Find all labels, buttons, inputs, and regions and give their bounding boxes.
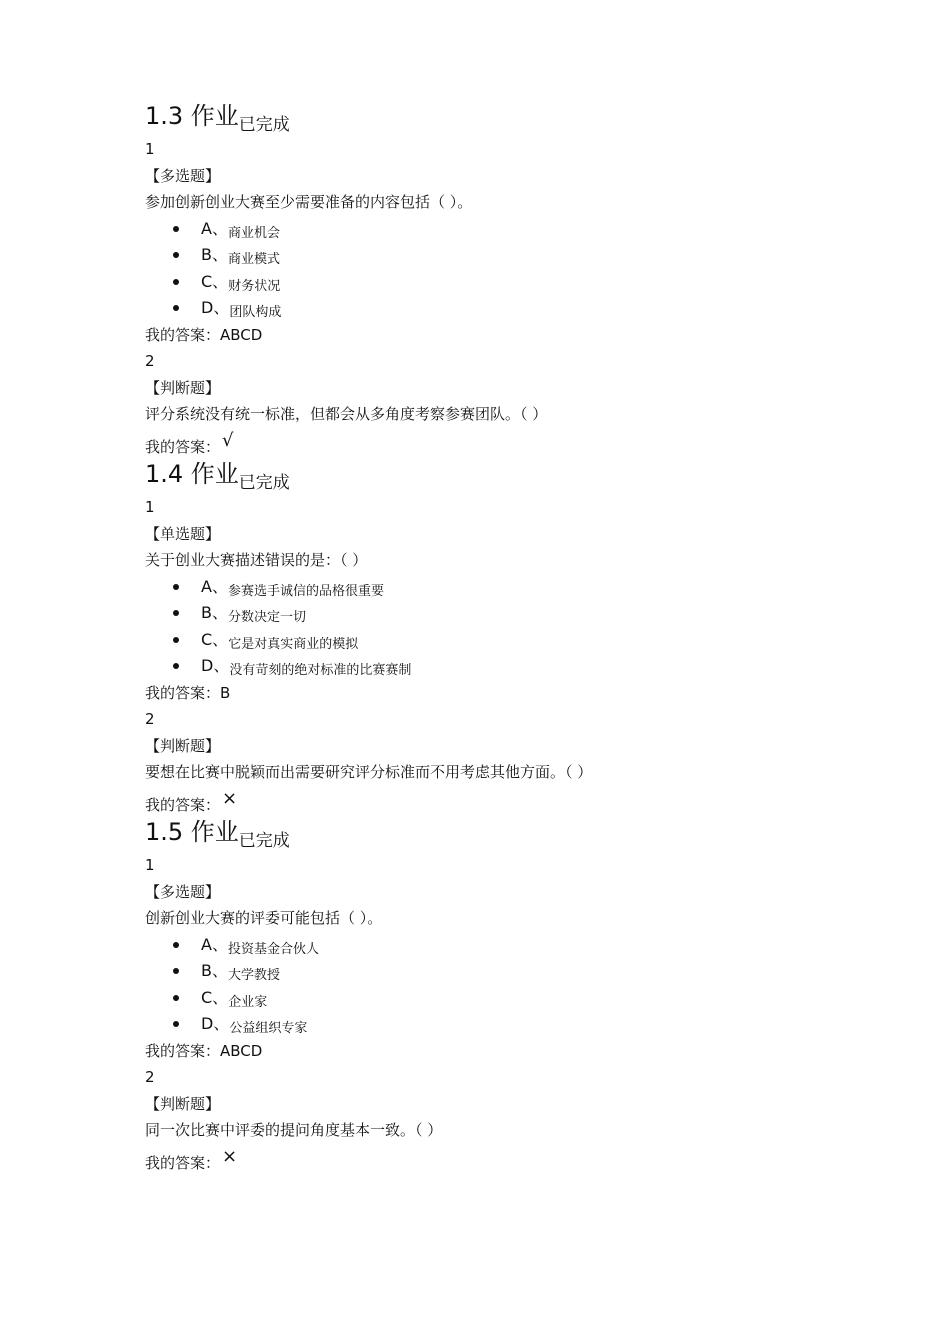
question-number: 2: [145, 710, 155, 728]
question-number: 2: [145, 1068, 155, 1086]
option-b: B、分数决定一切: [145, 600, 865, 627]
bullet-icon: [173, 663, 179, 669]
section-1-4: [145, 454, 865, 812]
question-1: [145, 494, 865, 706]
status-badge: 已完成: [238, 115, 290, 135]
bullet-icon: [173, 584, 179, 590]
question-stem: 创新创业大赛的评委可能包括（ ）。: [145, 909, 383, 927]
answer-value: ABCD: [220, 325, 263, 344]
option-a: A、商业机会: [145, 216, 865, 243]
question-type: 【多选题】: [145, 882, 221, 901]
my-answer: 我的答案：ABCD: [145, 1041, 263, 1060]
question-number: 2: [145, 352, 155, 370]
status-badge: 已完成: [238, 831, 290, 851]
my-answer: 我的答案： ×: [145, 1145, 238, 1172]
bullet-icon: [173, 252, 179, 258]
question-type: 【判断题】: [145, 378, 221, 397]
bullet-icon: [173, 968, 179, 974]
answer-value: ABCD: [220, 1041, 263, 1060]
option-c: C、财务状况: [145, 269, 865, 296]
bullet-icon: [173, 942, 179, 948]
section-title: 1.3 作业$_{已完成}$: [145, 102, 290, 135]
question-type: 【判断题】: [145, 736, 221, 755]
question-2: [145, 706, 865, 812]
option-a: A、投资基金合伙人: [145, 932, 865, 959]
option-list: [145, 932, 865, 1038]
section-title: 1.5 作业$_{已完成}$: [145, 818, 290, 851]
question-number: 1: [145, 140, 155, 158]
question-stem: 要想在比赛中脱颖而出需要研究评分标准而不用考虑其他方面。（ ）: [145, 763, 593, 781]
question-stem: 同一次比赛中评委的提问角度基本一致。（ ）: [145, 1121, 443, 1139]
bullet-icon: [173, 226, 179, 232]
bullet-icon: [173, 279, 179, 285]
status-badge: 已完成: [238, 473, 290, 493]
my-answer: 我的答案： ×: [145, 787, 238, 814]
question-2: [145, 1064, 865, 1170]
homework-page: [145, 96, 865, 1170]
option-list: [145, 216, 865, 322]
option-c: C、它是对真实商业的模拟: [145, 627, 865, 654]
my-answer: 我的答案：B: [145, 683, 231, 702]
option-d: D、公益组织专家: [145, 1011, 865, 1038]
bullet-icon: [173, 610, 179, 616]
question-1: [145, 136, 865, 348]
section-1-5: [145, 812, 865, 1170]
cross-mark-icon: ×: [222, 787, 238, 809]
option-b: B、大学教授: [145, 958, 865, 985]
bullet-icon: [173, 1021, 179, 1027]
my-answer: 我的答案：ABCD: [145, 325, 263, 344]
answer-value: B: [220, 683, 231, 702]
section-1-3: [145, 96, 865, 454]
option-d: D、没有苛刻的绝对标准的比赛赛制: [145, 653, 865, 680]
section-title: 1.4 作业$_{已完成}$: [145, 460, 290, 493]
bullet-icon: [173, 305, 179, 311]
option-b: B、商业模式: [145, 242, 865, 269]
question-1: [145, 852, 865, 1064]
question-stem: 关于创业大赛描述错误的是：（ ）: [145, 551, 368, 569]
option-c: C、企业家: [145, 985, 865, 1012]
question-type: 【单选题】: [145, 524, 221, 543]
option-a: A、参赛选手诚信的品格很重要: [145, 574, 865, 601]
question-type: 【多选题】: [145, 166, 221, 185]
bullet-icon: [173, 637, 179, 643]
question-number: 1: [145, 498, 155, 516]
bullet-icon: [173, 995, 179, 1001]
question-number: 1: [145, 856, 155, 874]
option-d: D、团队构成: [145, 295, 865, 322]
question-type: 【判断题】: [145, 1094, 221, 1113]
question-stem: 评分系统没有统一标准，但都会从多角度考察参赛团队。（ ）: [145, 405, 548, 423]
cross-mark-icon: ×: [222, 1145, 238, 1167]
question-2: [145, 348, 865, 454]
question-stem: 参加创新创业大赛至少需要准备的内容包括（ ）。: [145, 193, 473, 211]
option-list: [145, 574, 865, 680]
check-mark-icon: √: [222, 429, 234, 451]
my-answer: 我的答案： √: [145, 429, 234, 456]
